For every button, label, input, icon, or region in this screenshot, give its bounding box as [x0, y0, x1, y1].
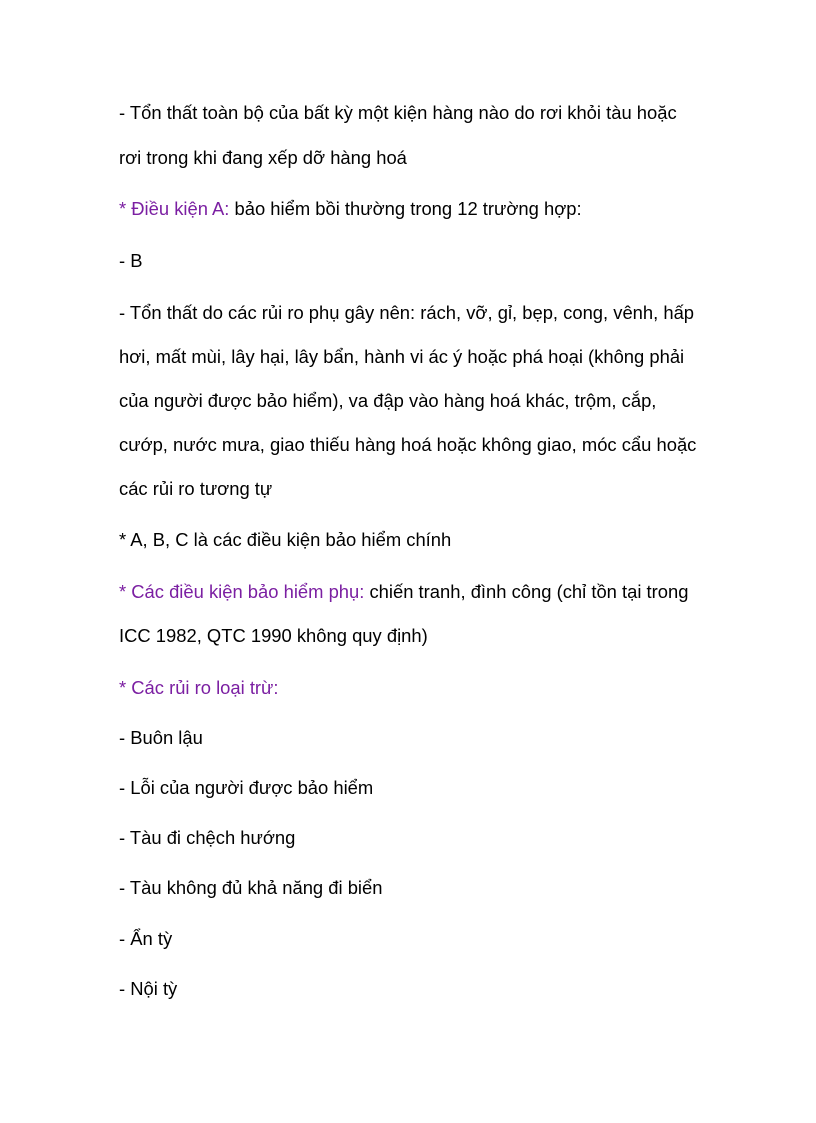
list-item	[119, 928, 172, 950]
line-text: - Nội tỳ	[119, 978, 178, 999]
text-line	[119, 625, 428, 647]
line-text: - Tổn thất toàn bộ của bất kỳ một kiện hàng nào do rơi khỏi tàu hoặc	[119, 102, 677, 123]
section-heading: * Các rủi ro loại trừ:	[119, 677, 279, 698]
line-text: các rủi ro tương tự	[119, 478, 273, 499]
line-text: rơi trong khi đang xếp dỡ hàng hoá	[119, 147, 407, 168]
line-text: * A, B, C là các điều kiện bảo hiểm chính	[119, 529, 452, 550]
line-text: - Buôn lậu	[119, 727, 203, 748]
condition-a-line	[119, 198, 582, 220]
line-text: ICC 1982, QTC 1990 không quy định)	[119, 625, 428, 646]
text-line	[119, 102, 677, 124]
line-text: - Tàu không đủ khả năng đi biển	[119, 877, 383, 898]
line-text: - Ẩn tỳ	[119, 928, 173, 949]
list-item	[119, 727, 203, 749]
text-line	[119, 529, 451, 551]
line-text: - Tổn thất do các rủi ro phụ gây nên: rách, vỡ, gỉ, bẹp, cong, vênh, hấp	[119, 302, 695, 323]
line-text: - Lỗi của người được bảo hiểm	[119, 777, 374, 798]
line-text: cướp, nước mưa, giao thiếu hàng hoá hoặc không giao, móc cẩu hoặc	[119, 434, 697, 455]
text-line	[119, 147, 407, 169]
text-line	[119, 346, 684, 368]
text-line	[119, 250, 143, 272]
section-heading: * Điều kiện A:	[119, 198, 230, 219]
line-text: - B	[119, 250, 143, 271]
line-text: bảo hiểm bồi thường trong 12 trường hợp:	[229, 198, 582, 219]
list-item	[119, 777, 373, 799]
line-text: của người được bảo hiểm), va đập vào hàng hoá khác, trộm, cắp,	[119, 390, 657, 411]
text-line	[119, 302, 694, 324]
line-text: chiến tranh, đình công (chỉ tồn tại trong	[364, 581, 689, 602]
line-text: - Tàu đi chệch hướng	[119, 827, 296, 848]
line-text: hơi, mất mùi, lây hại, lây bẩn, hành vi ác ý hoặc phá hoại (không phải	[119, 346, 685, 367]
list-item	[119, 877, 382, 899]
list-item	[119, 827, 295, 849]
list-item	[119, 978, 177, 1000]
exclusions-heading-line	[119, 677, 278, 699]
text-line	[119, 478, 272, 500]
text-line	[119, 434, 696, 456]
section-heading: * Các điều kiện bảo hiểm phụ:	[119, 581, 365, 602]
auxiliary-conditions-line	[119, 581, 688, 603]
text-line	[119, 390, 656, 412]
